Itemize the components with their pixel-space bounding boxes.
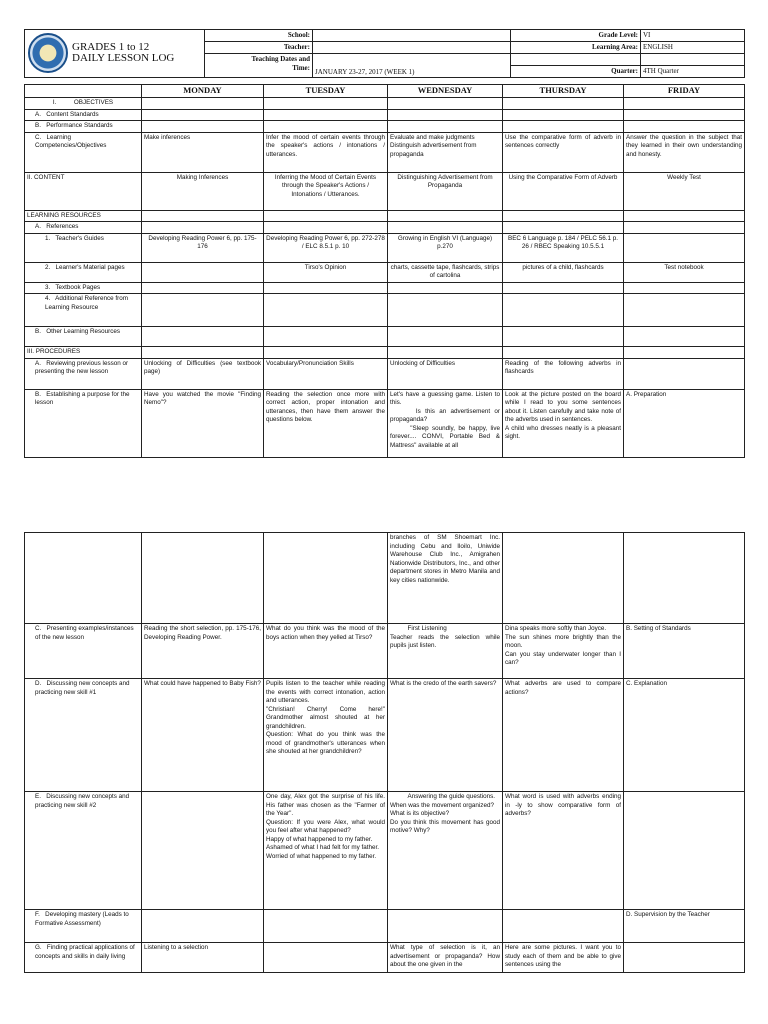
cell-thursday: Use the comparative form of adverb in sentences correctly	[503, 132, 624, 172]
school-label: School:	[205, 30, 313, 42]
cell-tuesday	[264, 327, 388, 347]
cell-thursday: BEC 6 Language p. 184 / PELC 56.1 p. 26 / RBEC Speaking 10.5.5.1	[503, 233, 624, 262]
cell-monday	[142, 121, 264, 133]
cell-thursday	[503, 347, 624, 359]
cell-friday	[624, 222, 745, 234]
table-row	[25, 222, 745, 234]
cell-friday	[624, 98, 745, 110]
table-row	[25, 679, 745, 792]
cell-friday: B. Setting of Standards	[624, 624, 745, 679]
teaching-dates-value: JANUARY 23-27, 2017 (WEEK 1)	[313, 54, 511, 78]
row-label: 3. Textbook Pages	[25, 282, 142, 294]
table-row	[25, 347, 745, 359]
cell-thursday: Look at the picture posted on the board while I read to you some sentences about it. Listen carefully and take note of the adverbs used in sentences. A child who dresses neatly is a pleasant sight.	[503, 389, 624, 457]
cell-friday	[624, 233, 745, 262]
cell-monday	[142, 294, 264, 327]
cell-monday	[142, 327, 264, 347]
blank-value	[641, 54, 745, 66]
cell-friday: D. Supervision by the Teacher	[624, 910, 745, 943]
cell-monday	[142, 262, 264, 282]
cell-tuesday	[264, 294, 388, 327]
cell-tuesday: Tirso's Opinion	[264, 262, 388, 282]
cell-thursday: Dina speaks more softly than Joyce. The sun shines more brightly than the moon. Can you stay underwater longer than I can?	[503, 624, 624, 679]
row-label: 1. Teacher's Guides	[25, 233, 142, 262]
school-value	[313, 30, 511, 42]
row-label: D. Discussing new concepts and practicing new skill #1	[25, 679, 142, 792]
cell-wednesday: Answering the guide questions. When was the movement organized? What is its objective? Do you think this movement has good motive? Why?	[388, 792, 503, 910]
cell-monday: Have you watched the movie "Finding Nemo"?	[142, 389, 264, 457]
cell-wednesday: charts, cassette tape, flashcards, strips of cartolina	[388, 262, 503, 282]
cell-wednesday	[388, 294, 503, 327]
cell-tuesday: One day, Alex got the surprise of his life. His father was chosen as the "Farmer of the Year". Question: If you were Alex, what would you feel after what happened? Happy of what happened to my father. Ashamed of what I had felt for my father. Worried of what happened to my father.	[264, 792, 388, 910]
table-row	[25, 109, 745, 121]
table-row	[25, 282, 745, 294]
cell-tuesday	[264, 98, 388, 110]
cell-friday	[624, 358, 745, 389]
row-label: F. Developing mastery (Leads to Formative Assessment)	[25, 910, 142, 943]
table-row	[25, 172, 745, 210]
table-row	[25, 294, 745, 327]
cell-thursday	[503, 327, 624, 347]
cell-tuesday	[264, 121, 388, 133]
cell-tuesday: Infer the mood of certain events through the speaker's actions / intonations / utterances.	[264, 132, 388, 172]
row-label: LEARNING RESOURCES	[25, 210, 142, 222]
row-label: B. Performance Standards	[25, 121, 142, 133]
cell-friday: Answer the question in the subject that they learned in their own understanding and honesty.	[624, 132, 745, 172]
cell-wednesday: branches of SM Shoemart Inc. including Cebu and Iloilo, Uniwide Warehouse Club Inc., Amigrahen Nationwide Distributors, Inc., and other department stores in Metro Manila and key cities nationwide.	[388, 533, 503, 624]
cell-monday	[142, 222, 264, 234]
cell-monday: Make inferences	[142, 132, 264, 172]
cell-tuesday	[264, 109, 388, 121]
teaching-dates-label-line1: Teaching Dates and	[251, 55, 310, 63]
cell-friday	[624, 533, 745, 624]
cell-friday: Test notebook	[624, 262, 745, 282]
cell-monday	[142, 98, 264, 110]
cell-monday	[142, 282, 264, 294]
cell-thursday	[503, 109, 624, 121]
cell-tuesday	[264, 222, 388, 234]
blank-label	[511, 54, 641, 66]
row-label: B. Establishing a purpose for the lesson	[25, 389, 142, 457]
cell-friday: C. Explanation	[624, 679, 745, 792]
row-label: G. Finding practical applications of concepts and skills in daily living	[25, 943, 142, 973]
cell-friday	[624, 792, 745, 910]
row-label: C. Presenting examples/instances of the new lesson	[25, 624, 142, 679]
cell-tuesday: Inferring the Mood of Certain Events through the Speaker's Actions / Intonations / Utterances.	[264, 172, 388, 210]
table-row	[25, 624, 745, 679]
cell-wednesday: Distinguishing Advertisement from Propaganda	[388, 172, 503, 210]
table-row	[25, 121, 745, 133]
cell-wednesday	[388, 121, 503, 133]
row-label: C. Learning Competencies/Objectives	[25, 132, 142, 172]
cell-wednesday	[388, 347, 503, 359]
table-row	[25, 389, 745, 457]
table-row	[25, 358, 745, 389]
cell-wednesday: Growing in English VI (Language) p.270	[388, 233, 503, 262]
cell-friday	[624, 210, 745, 222]
table-row	[25, 327, 745, 347]
cell-thursday: What adverbs are used to compare actions?	[503, 679, 624, 792]
cell-thursday	[503, 121, 624, 133]
cell-tuesday	[264, 210, 388, 222]
cell-friday: Weekly Test	[624, 172, 745, 210]
cell-tuesday: Reading the selection once more with correct action, proper intonation and utterances, then have them answer the questions below.	[264, 389, 388, 457]
cell-friday: A. Preparation	[624, 389, 745, 457]
table-row	[25, 910, 745, 943]
teaching-dates-label	[205, 54, 313, 78]
cell-tuesday	[264, 282, 388, 294]
cell-monday	[142, 533, 264, 624]
row-label: II. CONTENT	[25, 172, 142, 210]
table-row	[25, 262, 745, 282]
cell-thursday	[503, 98, 624, 110]
cell-monday	[142, 109, 264, 121]
learning-area-value: ENGLISH	[641, 42, 745, 54]
cell-wednesday: What is the credo of the earth savers?	[388, 679, 503, 792]
cell-friday	[624, 943, 745, 973]
day-tuesday: TUESDAY	[264, 85, 388, 98]
table-row	[25, 533, 745, 624]
lesson-table-part2	[24, 532, 744, 973]
cell-thursday: pictures of a child, flashcards	[503, 262, 624, 282]
cell-wednesday	[388, 98, 503, 110]
day-friday: FRIDAY	[624, 85, 745, 98]
cell-thursday: What word is used with adverbs ending in -ly to show comparative form of adverbs?	[503, 792, 624, 910]
table-row	[25, 792, 745, 910]
row-label: 4. Additional Reference from Learning Resource	[25, 294, 142, 327]
header-title-cell	[25, 30, 205, 78]
row-label: E. Discussing new concepts and practicing new skill #2	[25, 792, 142, 910]
header-title-line2: DAILY LESSON LOG	[72, 52, 175, 64]
cell-tuesday: What do you think was the mood of the boys action when they yelled at Tirso?	[264, 624, 388, 679]
cell-monday: Developing Reading Power 6, pp. 175-176	[142, 233, 264, 262]
cell-tuesday	[264, 347, 388, 359]
teaching-dates-label-line2: Time:	[292, 64, 310, 72]
cell-friday	[624, 327, 745, 347]
teacher-label: Teacher:	[205, 42, 313, 54]
cell-friday	[624, 347, 745, 359]
cell-friday	[624, 109, 745, 121]
cell-thursday: Reading of the following adverbs in flashcards	[503, 358, 624, 389]
row-label: A. Content Standards	[25, 109, 142, 121]
table-row	[25, 233, 745, 262]
cell-monday	[142, 792, 264, 910]
grade-level-label: Grade Level:	[511, 30, 641, 42]
table-row	[25, 943, 745, 973]
cell-tuesday: Vocabulary/Pronunciation Skills	[264, 358, 388, 389]
day-header-row	[25, 85, 745, 98]
learning-area-label: Learning Area:	[511, 42, 641, 54]
row-label: A. Reviewing previous lesson or presenting the new lesson	[25, 358, 142, 389]
row-label: A. References	[25, 222, 142, 234]
row-label	[25, 533, 142, 624]
cell-wednesday: What type of selection is it, an advertisement or propaganda? How about the one given in the	[388, 943, 503, 973]
cell-monday: Reading the short selection, pp. 175-176, Developing Reading Power.	[142, 624, 264, 679]
cell-thursday	[503, 294, 624, 327]
cell-friday	[624, 282, 745, 294]
day-thursday: THURSDAY	[503, 85, 624, 98]
cell-wednesday: First Listening Teacher reads the selection while pupils just listen.	[388, 624, 503, 679]
cell-tuesday: Developing Reading Power 6, pp. 272-278 / ELC 8.5.1 p. 10	[264, 233, 388, 262]
row-label: III. PROCEDURES	[25, 347, 142, 359]
cell-monday	[142, 210, 264, 222]
table-row	[25, 132, 745, 172]
teacher-value	[313, 42, 511, 54]
cell-thursday	[503, 910, 624, 943]
cell-thursday: Here are some pictures. I want you to study each of them and be able to give sentences using the	[503, 943, 624, 973]
lesson-table-part1	[24, 84, 744, 458]
cell-tuesday	[264, 943, 388, 973]
cell-wednesday	[388, 222, 503, 234]
day-monday: MONDAY	[142, 85, 264, 98]
quarter-label: Quarter:	[511, 66, 641, 78]
cell-monday	[142, 910, 264, 943]
cell-tuesday	[264, 910, 388, 943]
cell-monday	[142, 347, 264, 359]
cell-monday: Listening to a selection	[142, 943, 264, 973]
deped-seal-icon	[28, 33, 68, 73]
corner-cell	[25, 85, 142, 98]
cell-thursday	[503, 210, 624, 222]
cell-wednesday: Evaluate and make judgments Distinguish advertisement from propaganda	[388, 132, 503, 172]
cell-wednesday	[388, 210, 503, 222]
cell-friday	[624, 121, 745, 133]
day-wednesday: WEDNESDAY	[388, 85, 503, 98]
row-label: I. OBJECTIVES	[25, 98, 142, 110]
table-row	[25, 210, 745, 222]
table-row	[25, 98, 745, 110]
cell-wednesday: Let's have a guessing game. Listen to this. Is this an advertisement or propaganda? "Sleep soundly, be happy, live forever.... CONVI, Portable Bed & Mattress" available at all	[388, 389, 503, 457]
header-block	[24, 29, 744, 74]
cell-monday: Making Inferences	[142, 172, 264, 210]
row-label: B. Other Learning Resources	[25, 327, 142, 347]
header-title-line1: GRADES 1 to 12	[72, 41, 150, 53]
cell-thursday: Using the Comparative Form of Adverb	[503, 172, 624, 210]
cell-thursday	[503, 222, 624, 234]
cell-wednesday: Unlocking of Difficulties	[388, 358, 503, 389]
cell-monday: What could have happened to Baby Fish?	[142, 679, 264, 792]
row-label: 2. Learner's Material pages	[25, 262, 142, 282]
cell-friday	[624, 294, 745, 327]
cell-thursday	[503, 282, 624, 294]
quarter-value: 4TH Quarter	[641, 66, 745, 78]
cell-thursday	[503, 533, 624, 624]
grade-level-value: VI	[641, 30, 745, 42]
cell-wednesday	[388, 910, 503, 943]
cell-wednesday	[388, 327, 503, 347]
cell-wednesday	[388, 282, 503, 294]
cell-tuesday	[264, 533, 388, 624]
cell-wednesday	[388, 109, 503, 121]
cell-tuesday: Pupils listen to the teacher while reading the events with correct intonation, action and utterances. "Christian! Cherry! Come here!" Grandmother almost shouted at her grandchildren. Question: What do you think was the mood of grandmother's utterances when she shouted at her grandchildren?	[264, 679, 388, 792]
cell-monday: Unlocking of Difficulties (see textbook page)	[142, 358, 264, 389]
